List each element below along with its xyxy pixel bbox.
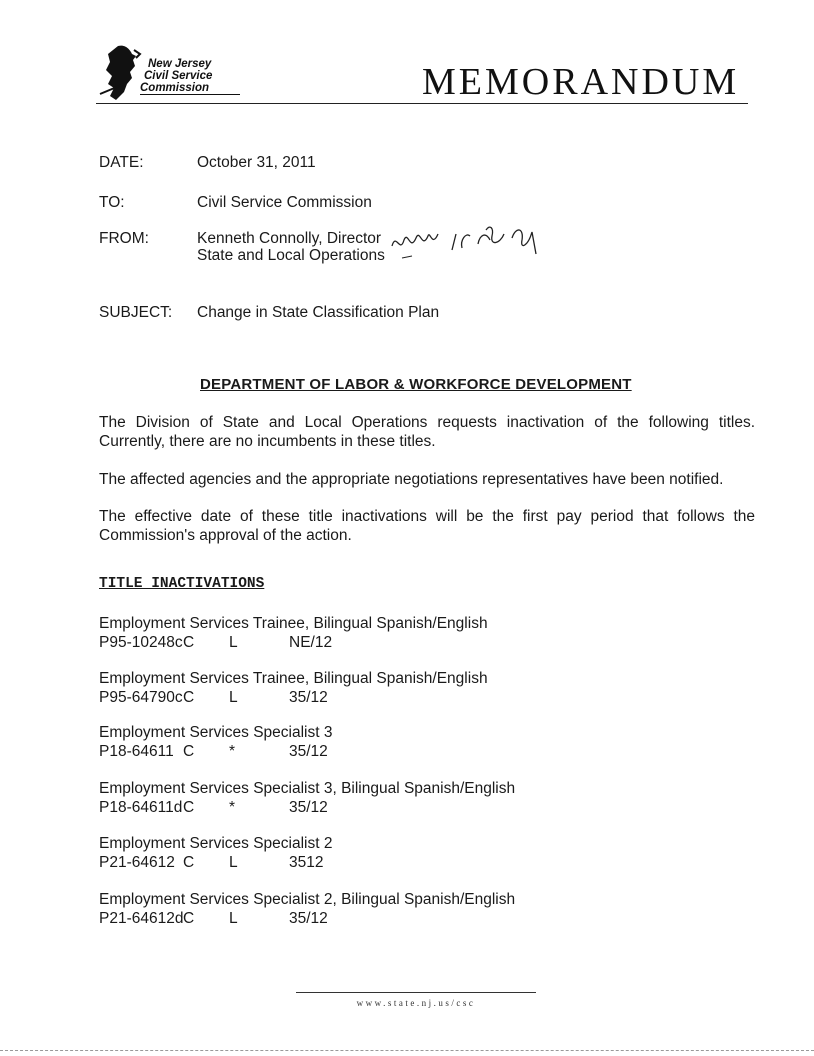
title-code-line (99, 909, 515, 928)
title-entry (99, 669, 488, 707)
title-code: P18-64611d (99, 799, 183, 816)
from-value-name: Kenneth Connolly, Director (197, 230, 382, 247)
to-label: TO: (99, 194, 125, 211)
logo-line-3: Commission (140, 82, 240, 95)
title-symbol: L (229, 910, 238, 927)
title-code-line (99, 798, 515, 817)
title-symbol: L (229, 689, 238, 706)
paragraph-request: The Division of State and Local Operations requests inactivation of the following titles. Currently, there are no incumbents in these titles. (99, 414, 755, 450)
title-range: 35/12 (289, 910, 328, 927)
date-label: DATE: (99, 154, 144, 171)
title-entry (99, 779, 515, 817)
title-entry (99, 890, 515, 928)
new-jersey-state-outline-icon (96, 44, 146, 102)
to-value: Civil Service Commission (197, 194, 372, 211)
subject-label: SUBJECT: (99, 304, 173, 321)
title-entry (99, 614, 488, 652)
title-name: Employment Services Specialist 2, Bilingual Spanish/English (99, 891, 516, 908)
title-code: P18-64611 (99, 743, 174, 760)
commission-logo (96, 44, 256, 104)
title-inactivations-heading: TITLE INACTIVATIONS (99, 576, 265, 592)
title-class: C (183, 910, 195, 927)
title-code-line (99, 688, 488, 707)
title-class: C (183, 689, 195, 706)
title-range: 35/12 (289, 743, 328, 760)
title-name: Employment Services Specialist 2 (99, 835, 333, 852)
department-heading: DEPARTMENT OF LABOR & WORKFORCE DEVELOPMENT (200, 376, 632, 393)
title-code-line (99, 633, 488, 652)
title-name: Employment Services Specialist 3, Bilingual Spanish/English (99, 780, 516, 797)
title-symbol: L (229, 634, 238, 651)
date-value: October 31, 2011 (197, 154, 316, 171)
title-class: C (183, 743, 195, 760)
subject-value: Change in State Classification Plan (197, 304, 440, 321)
title-code: P21-64612 (99, 854, 175, 871)
title-name: Employment Services Trainee, Bilingual Spanish/English (99, 615, 488, 632)
title-range: 35/12 (289, 799, 328, 816)
title-entry (99, 723, 332, 761)
title-symbol: * (229, 743, 236, 760)
title-code: P95-10248c (99, 634, 183, 651)
from-label: FROM: (99, 230, 149, 247)
logo-line-2: Civil Service (144, 70, 213, 82)
title-code: P95-64790c (99, 689, 183, 706)
handwritten-signature (382, 210, 582, 270)
title-name: Employment Services Specialist 3 (99, 724, 333, 741)
title-code-line (99, 853, 332, 872)
title-code: P21-64612d (99, 910, 184, 927)
paragraph-effective-date: The effective date of these title inactivations will be the first pay period that follows the Commission's approval of the action. (99, 508, 755, 544)
title-class: C (183, 854, 195, 871)
title-entry (99, 834, 332, 872)
footer-divider (296, 992, 536, 993)
header-divider (96, 103, 748, 104)
from-value-office: State and Local Operations (197, 247, 385, 264)
title-range: 3512 (289, 854, 324, 871)
title-range: 35/12 (289, 689, 328, 706)
footer-url: www.state.nj.us/csc (356, 998, 476, 1008)
title-class: C (183, 799, 195, 816)
title-range: NE/12 (289, 634, 333, 651)
title-name: Employment Services Trainee, Bilingual Spanish/English (99, 670, 488, 687)
logo-line-1: New Jersey (148, 58, 212, 70)
title-symbol: * (229, 799, 236, 816)
logo-wordmark (140, 58, 240, 95)
title-class: C (183, 634, 195, 651)
memo-title: MEMORANDUM (422, 61, 740, 103)
scan-edge-line (0, 1050, 814, 1051)
paragraph-notified: The affected agencies and the appropriate negotiations representatives have been notified. (99, 471, 724, 488)
title-symbol: L (229, 854, 238, 871)
title-code-line (99, 742, 332, 761)
